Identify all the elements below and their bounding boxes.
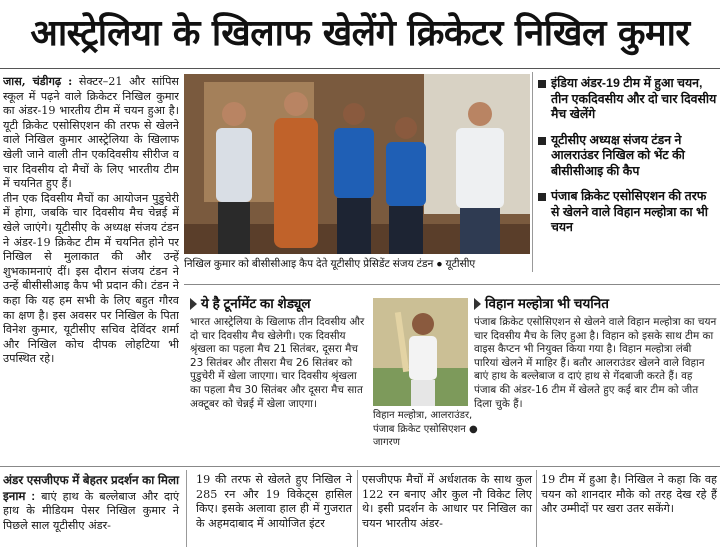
bottom-rule (0, 466, 720, 467)
highlight-item (537, 76, 717, 123)
highlight-text: इंडिया अंडर-19 टीम में हुआ चयन, तीन एकदिवसीय और दो चार दिवसीय मैच खेलेंगे (551, 76, 717, 121)
schedule-body: भारत आस्ट्रेलिया के खिलाफ तीन दिवसीय और दो चार दिवसीय मैच खेलेगी। एक दिवसीय श्रृंखला का पहला मैच 21 सितंबर, दूसरा मैच 23 सितंबर और तीसरा मैच 26 सितंबर को पुडुचेरी में खेला जाएगा। चार दिवसीय श्रृंखला का पहला मैच 30 सितंबर और दूसरा मैच सात अक्टूबर को चेन्नई में खेला जाएगा। (190, 316, 365, 410)
main-photo-illustration (184, 74, 530, 254)
highlights-list (537, 76, 717, 246)
schedule-title (190, 296, 366, 312)
schedule-box (190, 296, 366, 411)
bottom-divider-3 (536, 470, 537, 547)
bottom-column-2: 19 की तरफ से खेलते हुए निखिल ने 285 रन और 19 विकेट्स हासिल किए। इसके अलावा हाल ही में गुजरात के अहमदाबाद में आयोजित इंटर (196, 473, 352, 530)
bottom-divider-2 (357, 470, 358, 547)
bottom-column-3: एसजीएफ मैचों में अर्धशतक के साथ कुल 122 रन बनाए और कुल नौ विकेट लिए थे। इसी प्रदर्शन के आधार पर निखिल का चयन भारतीय अंडर- (362, 473, 532, 530)
bottom-divider-1 (186, 470, 187, 547)
bottom-subhead: अंडर एसजीएफ में बेहतर प्रदर्शन का मिला इनाम : (3, 473, 179, 503)
bullet-square-icon (538, 193, 546, 201)
left-paragraph-2: तीन एक दिवसीय मैचों का आयोजन पुडुचेरी में होगा, जबकि चार दिवसीय मैच चेन्नई में खेले जाएंगे। यूटीसीए के अध्यक्ष संजय टंडन ने अंडर-19 क्रिकेट टीम में चयनित होने पर निखिल से मुलाकात की और उन्हें शुभकामनाएं दीं। इस दौरान संजय टंडन ने उन्हें बीसीसीआइ कैप भी प्रदान की। टंडन ने कहा कि यह हम सभी के लिए बहुत गौरव का क्षण है। इस अवसर पर निखिल के पिता विनेश कुमार, यूटीसीए सचिव देविंदर शर्मा और निखिल कोच दीपक लोहटिया भी उपस्थित रहे। (3, 191, 179, 366)
bullet-square-icon (538, 80, 546, 88)
headline: आस्ट्रेलिया के खिलाफ खेलेंगे क्रिकेटर निखिल कुमार (30, 13, 690, 54)
left-paragraph-1-text: सेक्टर–21 और सांपिस स्कूल में पढ़ने वाले क्रिकेटर निखिल कुमार का अंडर-19 भारतीय टीम में चयन हुआ है। यूटी क्रिकेट एसोसिएशन की तरफ से खेलने वाले निखिल कुमार आस्ट्रेलिया के खिलाफ खेली जाने वाली तीन एकदिवसीय सीरीज व चार दिवसीय दो मैचों के लिए भारतीय टीम में चयनित हुए हैं। (3, 75, 179, 191)
left-column (3, 74, 179, 468)
vihan-photo (373, 298, 468, 406)
triangle-marker-icon (190, 298, 197, 310)
dateline: जास, चंडीगढ़ : (3, 74, 73, 88)
highlight-text: पंजाब क्रिकेट एसोसिएशन की तरफ से खेलने वाले विहान मल्होत्रा का भी चयन (551, 189, 708, 234)
headline-rule (0, 68, 720, 69)
section-rule (184, 284, 720, 285)
vihan-title (474, 296, 717, 312)
column-divider (532, 72, 533, 272)
main-photo-caption: निखिल कुमार को बीसीसीआइ कैप देते यूटीसीए प्रेसिडेंट संजय टंडन ● यूटीसीए (184, 258, 476, 270)
vihan-box (474, 296, 717, 411)
triangle-marker-icon (474, 298, 481, 310)
main-photo (184, 74, 530, 254)
bottom-col1-text: बाएं हाथ के बल्लेबाज और दाएं हाथ के मीडियम पेसर निखिल कुमार ने पिछले साल यूटीसीए अंडर- (3, 489, 180, 532)
schedule-title-text: ये है टूर्नामेंट का शेड्यूल (201, 296, 311, 311)
left-paragraph-1 (3, 74, 179, 192)
bottom-column-1 (3, 473, 179, 533)
vihan-photo-caption: विहान मल्होत्रा, आलराउंडर, पंजाब क्रिकेट एसोसिएशन ● जागरण (373, 410, 478, 448)
bottom-column-4: 19 टीम में हुआ है। निखिल ने कहा कि वह चयन को शानदार मौके को तरह देख रहे हैं और उम्मीदों पर खरा उतर सकेंगे। (541, 473, 717, 516)
vihan-photo-illustration (373, 298, 468, 406)
highlight-item (537, 189, 717, 236)
bullet-square-icon (538, 137, 546, 145)
highlight-text: यूटीसीए अध्यक्ष संजय टंडन ने आलराउंडर निखिल को भेंट की बीसीसीआइ की कैप (551, 132, 685, 178)
highlight-item (537, 133, 717, 180)
vihan-title-text: विहान मल्होत्रा भी चयनित (485, 296, 609, 311)
vihan-body: पंजाब क्रिकेट एसोसिएशन से खेलने वाले विहान मल्होत्रा का चयन चार दिवसीय मैच के लिए हुआ है। विहान को इसके साथ टीम का वाइस कैप्टन भी नियुक्त किया गया है। विहान मल्होत्रा लंबी पारियां खेलने में माहिर हैं। बतौर आलराउंडर खेलने वाले विहान बाएं हाथ के बल्लेबाज व दाएं हाथ से गेंदबाजी करते हैं। वह पंजाब की अंडर-16 टीम में खेलते हुए कई बार टीम को जीत दिला चुके हैं। (474, 316, 717, 410)
